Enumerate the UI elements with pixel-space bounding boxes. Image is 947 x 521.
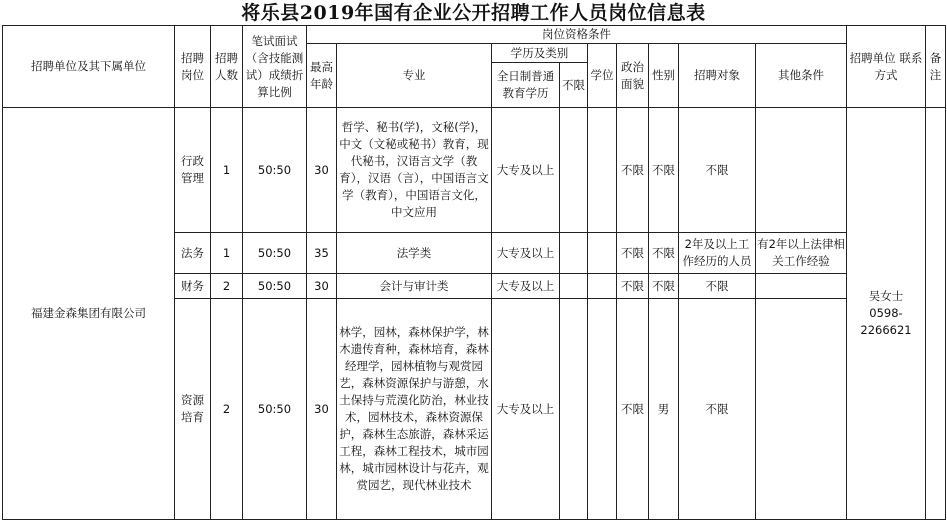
cell-ratio: 50:50 [243, 274, 307, 299]
cell-gender: 不限 [649, 233, 679, 274]
cell-target: 不限 [679, 274, 756, 299]
cell-political: 不限 [617, 233, 649, 274]
cell-gender: 不限 [649, 274, 679, 299]
remark-cell [926, 108, 946, 520]
cell-edu: 大专及以上 [492, 274, 560, 299]
cell-unlimited [560, 233, 588, 274]
header-post: 招聘岗位 [175, 26, 211, 108]
cell-major: 会计与审计类 [337, 274, 492, 299]
recruitment-table [2, 25, 946, 520]
header-degree: 学位 [588, 44, 617, 108]
contact-phone: 0598-2266621 [860, 306, 912, 337]
header-contact: 招聘单位 联系方式 [847, 26, 926, 108]
cell-degree [588, 299, 617, 520]
header-age: 最高年龄 [307, 44, 337, 108]
cell-count: 2 [211, 299, 243, 520]
header-unit: 招聘单位及其下属单位 [3, 26, 175, 108]
cell-major: 哲学、秘书(学)，文秘(学)，中文（文秘或秘书）教育，现代秘书，汉语言文学（教育），汉语（言），中国语言文学（教育），中国语言文化，中文应用 [337, 108, 492, 233]
cell-count: 1 [211, 233, 243, 274]
cell-edu: 大专及以上 [492, 233, 560, 274]
contact-cell [847, 108, 926, 520]
cell-post: 行政管理 [175, 108, 211, 233]
header-qualifications: 岗位资格条件 [307, 26, 847, 44]
table-row [3, 108, 946, 233]
contact-name: 吴女士 [868, 289, 904, 303]
header-target: 招聘对象 [679, 44, 756, 108]
header-ratio: 笔试面试（含技能测试）成绩折算比例 [243, 26, 307, 108]
recruitment-table-container [2, 25, 945, 519]
cell-target: 不限 [679, 299, 756, 520]
cell-post: 法务 [175, 233, 211, 274]
header-fulltime: 全日制普通教育学历 [492, 63, 560, 108]
cell-edu: 大专及以上 [492, 108, 560, 233]
cell-other [756, 274, 847, 299]
cell-political: 不限 [617, 274, 649, 299]
cell-post: 财务 [175, 274, 211, 299]
cell-political: 不限 [617, 299, 649, 520]
cell-major: 林学，园林，森林保护学，林木遗传育种，森林培育，森林经理学，园林植物与观赏园艺，森林资源保护与游憩，水土保持与荒漠化防治，林业技术，园林技术，森林资源保护，森林生态旅游，森林采运工程，森林工程技术，城市园林，城市园林设计与花卉，观赏园艺，现代林业技术 [337, 299, 492, 520]
cell-target: 不限 [679, 108, 756, 233]
cell-other [756, 299, 847, 520]
cell-political: 不限 [617, 108, 649, 233]
cell-ratio: 50:50 [243, 233, 307, 274]
cell-other: 有2年以上法律相关工作经验 [756, 233, 847, 274]
header-major: 专业 [337, 44, 492, 108]
cell-unlimited [560, 299, 588, 520]
header-other: 其他条件 [756, 44, 847, 108]
header-count: 招聘人数 [211, 26, 243, 108]
cell-age: 30 [307, 299, 337, 520]
cell-age: 30 [307, 274, 337, 299]
cell-edu: 大专及以上 [492, 299, 560, 520]
header-political: 政治面貌 [617, 44, 649, 108]
cell-other [756, 108, 847, 233]
cell-post: 资源培育 [175, 299, 211, 520]
cell-gender: 不限 [649, 108, 679, 233]
page-title: 将乐县2019年国有企业公开招聘工作人员岗位信息表 [241, 2, 706, 24]
header-remark: 备注 [926, 26, 946, 108]
cell-count: 2 [211, 274, 243, 299]
header-unlimited: 不限 [560, 63, 588, 108]
header-gender: 性别 [649, 44, 679, 108]
cell-ratio: 50:50 [243, 299, 307, 520]
cell-major: 法学类 [337, 233, 492, 274]
cell-unlimited [560, 108, 588, 233]
header-edu-group: 学历及类别 [492, 44, 588, 63]
cell-target: 2年及以上工作经历的人员 [679, 233, 756, 274]
cell-count: 1 [211, 108, 243, 233]
cell-age: 30 [307, 108, 337, 233]
cell-ratio: 50:50 [243, 108, 307, 233]
cell-degree [588, 233, 617, 274]
cell-degree [588, 108, 617, 233]
cell-degree [588, 274, 617, 299]
cell-gender: 男 [649, 299, 679, 520]
company-name: 福建金森集团有限公司 [3, 108, 175, 520]
cell-unlimited [560, 274, 588, 299]
cell-age: 35 [307, 233, 337, 274]
